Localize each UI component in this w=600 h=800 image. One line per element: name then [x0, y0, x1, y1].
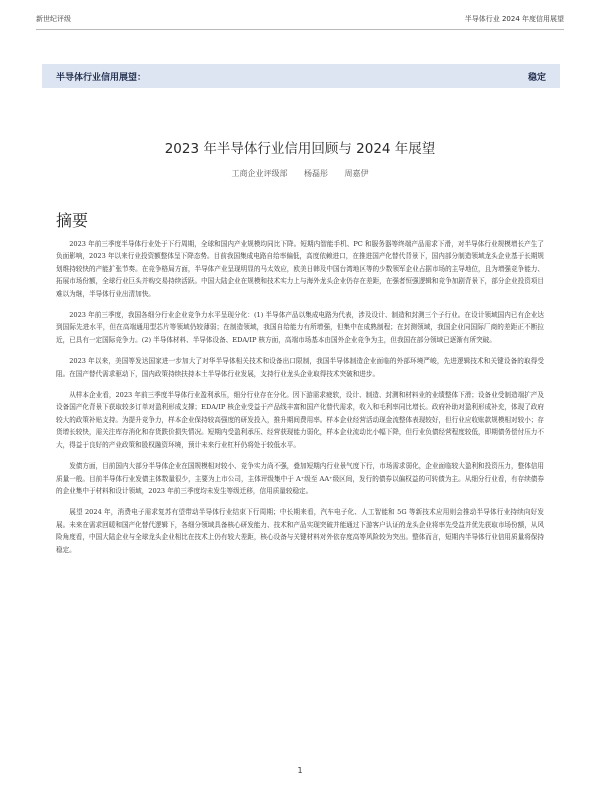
report-title: 半导体行业 2024 年度信用展望 — [464, 15, 564, 23]
author-name: 周嘉伊 — [344, 169, 369, 178]
page-number: 1 — [297, 766, 303, 775]
authors-line — [0, 168, 600, 179]
page-header — [36, 14, 564, 26]
abstract-paragraph: 展望 2024 年，消费电子需求复苏有望带动半导体行业结束下行周期；中长期来看，汽车电子化、人工智能和 5G 等新技术应用则会推动半导体行业持续向好发展。未来在需求回暖和国产化替代逻辑下，各细分领域具备核心研发能力、技术和产品实现突破并能通过下游客户认证的龙头企业将率先受益并优先获取市场份额，从风险角度看，中国大陆企业与全球龙头企业相比在技术上仍有较大差距，核心设备与关键材料对外依存度高等风险较为突出。整体而言，短期内半导体行业信用质量将保持稳定。 — [56, 508, 544, 554]
abstract-paragraph: 2023 年前三季度，我国各细分行业企业竞争力水平呈现分化：(1) 半导体产品以集成电路为代表，涉及设计、制造和封测三个子行业。在设计领域国内已有企业达到国际先进水平，但在高端通用型芯片等领域仍较薄弱；在制造领域，我国自给能力有所增强，但集中在成熟制程；在封测领域，我国企业同国际厂商的差距正不断拉近，已具有一定国际竞争力。(2) 半导体材料、半导体设备、EDA/IP 核方面，高端市场基本由国外企业竞争为主，但我国在部分领域已逐渐有所突破。 — [56, 311, 544, 344]
section-heading-abstract: 摘要 — [56, 211, 89, 230]
outlook-rating: 稳定 — [527, 73, 546, 83]
outlook-label: 半导体行业信用展望： — [56, 73, 147, 83]
abstract-paragraph: 从样本企业看，2023 年前三季度半导体行业盈利承压，细分行业存在分化。因下游需求疲软，设计、制造、封测和材料业的业绩整体下滑；设备业受制造端扩产及设备国产化背景下获取较多订单对盈利形成支撑；EDA/IP 核企业受益于产品线丰富和国产化替代需求，收入和毛利率同比增长。政府补助对盈利形成补充，体现了政府较大的政策补贴支持。为提升竞争力，样本企业保持较高强度的研发投入，推升期间费用率。样本企业经营活动现金流整体表现较好，但行业应收账款规模相对较小；存货增长较快，需关注库存消化和存货跌价损失情况。短期内受盈利承压、经营获现能力弱化，样本企业流动比小幅下降，但行业负债经营程度较低，即期债务偿付压力不大，得益于良好的产业政策和股权融资环境，预计未来行业杠杆仍将处于较低水平。 — [56, 391, 544, 449]
abstract-paragraph: 2023 年前三季度半导体行业处于下行周期，全球和国内产业规模均同比下降。短期内智能手机、PC 和服务器等终端产品需求下滑，对半导体行业规模增长产生了负面影响，2023 年以来行业投资额整体呈下降态势。目前我国集成电路自给率偏低，高度依赖进口，在推进国产化替代背景下，国内部分制造领域龙头企业基于长期规划维持较快的产能扩张节奏。在竞争格局方面，半导体产业呈现明显的马太效应，欧美日韩及中国台湾地区等的少数领军企业占据市场的主导地位，且为增强竞争能力、拓展市场份额，全球行业巨头并购交易持续活跃。中国大陆企业在规模和技术实力上与海外龙头企业仍存在差距，在强者恒强逻辑和竞争加剧背景下，部分企业投资项目难以为继，半导体行业出清加快。 — [56, 240, 544, 298]
outlook-banner — [42, 64, 560, 88]
author-name: 杨磊彤 — [304, 169, 328, 178]
abstract-body — [56, 238, 544, 565]
abstract-paragraph: 发债方面，目前国内大部分半导体企业在国规模相对较小、竞争实力尚不强，叠加短期内行业景气度下行，市场需求弱化，企业面临较大盈利和投资压力，整体信用质量一般。目前半导体行业发债主体数量很少，主要为上市公司，主体评级集中于 A⁺级至 AA⁺级区间，发行的债券以偏权益的可转债为主。从细分行业看，有存续债券的企业集中于材料和设计领域，2023 年前三季度均未发生等级迁移，信用质量较稳定。 — [56, 462, 544, 495]
document-title: 2023 年半导体行业信用回顾与 2024 年展望 — [164, 141, 436, 157]
author-department: 工商企业评级部 — [231, 169, 288, 178]
publisher-name: 新世纪评级 — [36, 15, 71, 23]
abstract-paragraph: 2023 年以来，美国等发达国家进一步加大了对华半导体相关技术和设备出口限制，我国半导体制造企业面临的外部环境严峻，先进逻辑技术和关键设备的取得受阻。在国产替代需求驱动下，国内政策持续扶持本土半导体行业发展，支持行业龙头企业取得技术突破和进步。 — [56, 357, 544, 378]
header-divider — [36, 29, 564, 30]
